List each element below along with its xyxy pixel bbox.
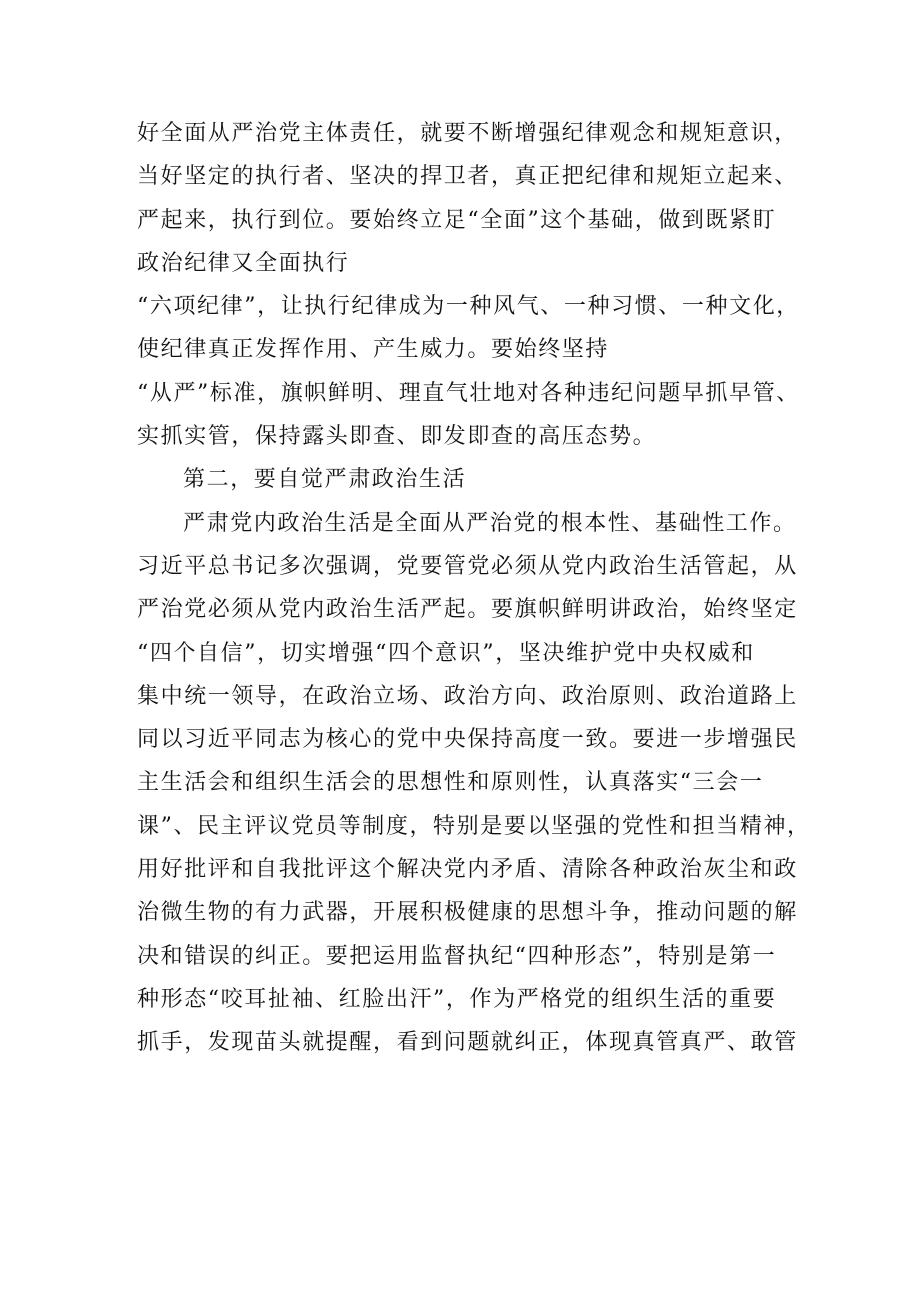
text-line-8: 实抓实管，保持露头即查、即发即查的高压态势。 (137, 424, 657, 450)
text-line-20: 决和错误的纠正。要把运用监督执纪“四种形态”，特别是第一 (137, 943, 777, 969)
text-line-17: 课”、民主评议党员等制度，特别是要以坚强的党性和担当精神， (137, 813, 811, 839)
text-line-19: 治微生物的有力武器，开展积极健康的思想斗争，推动问题的解 (137, 900, 798, 926)
text-line-21: 种形态“咬耳扯袖、红脸出汗”，作为严格党的组织生活的重要 (137, 986, 777, 1012)
text-line-3: 严起来，执行到位。要始终立足“全面”这个基础，做到既紧盯 (137, 207, 777, 233)
text-line-1: 好全面从严治党主体责任，就要不断增强纪律观念和规矩意识， (137, 121, 798, 146)
text-line-5: “六项纪律”，让执行纪律成为一种风气、一种习惯、一种文化， (137, 294, 800, 320)
text-line-14: 集中统一领导，在政治立场、政治方向、政治原则、政治道路上 (137, 683, 798, 709)
text-line-6: 使纪律真正发挥作用、产生威力。要始终坚持 (137, 337, 610, 363)
text-line-12: 严治党必须从党内政治生活严起。要旗帜鲜明讲政治，始终坚定 (137, 597, 798, 623)
text-line-15: 同以习近平同志为核心的党中央保持高度一致。要进一步增强民 (137, 727, 798, 753)
text-line-11: 习近平总书记多次强调，党要管党必须从党内政治生活管起，从 (137, 553, 798, 579)
body-text (137, 112, 827, 1065)
text-line-7: “从严”标准，旗帜鲜明、理直气壮地对各种违纪问题早抓早管、 (137, 380, 800, 406)
section-heading: 第二，要自觉严肃政治生活 (183, 467, 467, 493)
text-line-2: 当好坚定的执行者、坚决的捍卫者，真正把纪律和规矩立起来、 (137, 164, 798, 190)
text-line-18: 用好批评和自我批评这个解决党内矛盾、清除各种政治灰尘和政 (137, 857, 798, 883)
paragraph-start: 严肃党内政治生活是全面从严治党的根本性、基础性工作。 (183, 510, 797, 536)
text-line-13: “四个自信”，切实增强“四个意识”，坚决维护党中央权威和 (137, 640, 755, 666)
text-line-22: 抓手，发现苗头就提醒，看到问题就纠正，体现真管真严、敢管 (137, 1030, 798, 1056)
text-line-16: 主生活会和组织生活会的思想性和原则性，认真落实“三会一 (137, 770, 764, 796)
text-line-4: 政治纪律又全面执行 (137, 250, 350, 276)
